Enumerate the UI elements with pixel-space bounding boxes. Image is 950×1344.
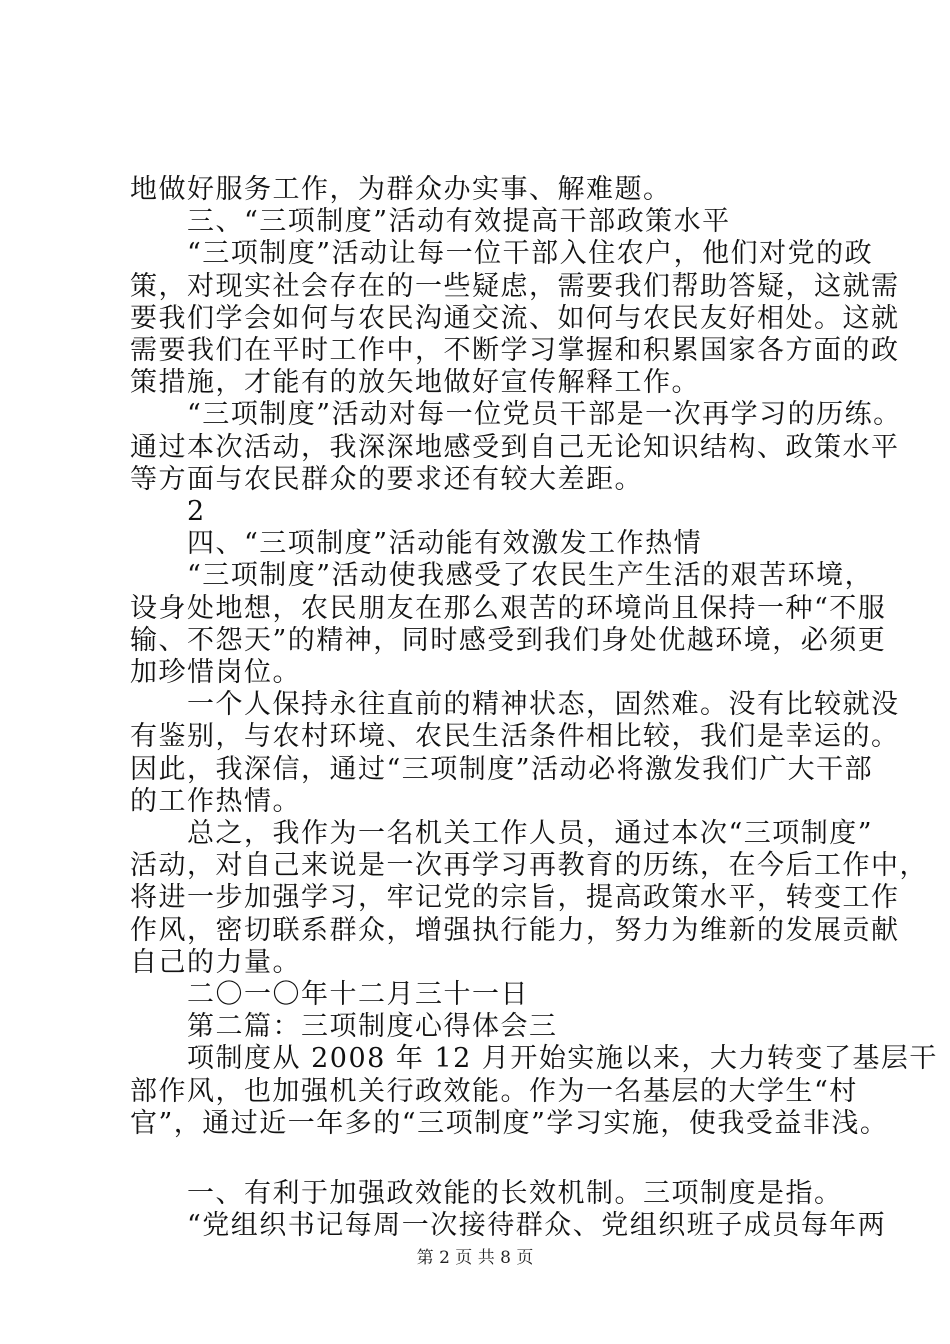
document-line: 等方面与农民群众的要求还有较大差距。 [130, 463, 643, 495]
document-line: 一、有利于加强政效能的长效机制。三项制度是指。 [130, 1178, 843, 1210]
document-line: 第二篇：三项制度心得体会三 [130, 1011, 558, 1043]
document-line: 地做好服务工作，为群众办实事、解难题。 [130, 174, 672, 205]
document-line: 总之，我作为一名机关工作人员，通过本次“三项制度” [130, 818, 874, 849]
document-line: 四、“三项制度”活动能有效激发工作热情 [130, 528, 703, 560]
document-line: 一个人保持永往直前的精神状态，固然难。没有比较就没 [130, 689, 900, 721]
document-line: 活动，对自己来说是一次再学习再教育的历练，在今后工作中， [130, 850, 928, 882]
document-line: 部作风，也加强机关行政效能。作为一名基层的大学生“村 [130, 1075, 858, 1107]
document-line: 的工作热情。 [130, 785, 301, 817]
document-line: “三项制度”活动对每一位党员干部是一次再学习的历练。 [130, 399, 902, 431]
document-line: 通过本次活动，我深深地感受到自己无论知识结构、政策水平 [130, 431, 900, 463]
document-line: “党组织书记每周一次接待群众、党组织班子成员每年两 [130, 1210, 887, 1242]
document-line: 策，对现实社会存在的一些疑虑，需要我们帮助答疑，这就需 [130, 270, 900, 302]
page-footer: 第 2 页 共 8 页 [416, 1248, 534, 1268]
document-line: “三项制度”活动让每一位干部入住农户，他们对党的政 [130, 238, 874, 270]
document-line: 项制度从 2008 年 12 月开始实施以来，大力转变了基层干 [130, 1043, 938, 1075]
document-line: 输、不怨天”的精神，同时感受到我们身处优越环境，必须更 [130, 624, 887, 656]
document-line: 二〇一〇年十二月三十一日 [130, 979, 529, 1010]
document-line: 官”，通过近一年多的“三项制度”学习实施，使我受益非浅。 [130, 1107, 889, 1139]
document-line: 策措施，才能有的放矢地做好宣传解释工作。 [130, 367, 700, 399]
document-line: 自己的力量。 [130, 946, 301, 978]
document-line: 有鉴别，与农村环境、农民生活条件相比较，我们是幸运的。 [130, 721, 900, 753]
document-line: 加珍惜岗位。 [130, 657, 301, 688]
document-line: 作风，密切联系群众，增强执行能力，努力为维新的发展贡献 [130, 914, 900, 946]
document-line: 将进一步加强学习，牢记党的宗旨，提高政策水平，转变工作 [130, 882, 900, 914]
document-line: 三、“三项制度”活动有效提高干部政策水平 [130, 206, 731, 238]
document-line: 2 [130, 496, 206, 527]
document-line: 需要我们在平时工作中，不断学习掌握和积累国家各方面的政 [130, 335, 900, 366]
document-line: 要我们学会如何与农民沟通交流、如何与农民友好相处。这就 [130, 302, 900, 334]
document-line: “三项制度”活动使我感受了农民生产生活的艰苦环境， [130, 560, 874, 592]
document-line: 因此，我深信，通过“三项制度”活动必将激发我们广大干部 [130, 753, 874, 785]
document-line: 设身处地想，农民朋友在那么艰苦的环境尚且保持一种“不服 [130, 592, 887, 624]
